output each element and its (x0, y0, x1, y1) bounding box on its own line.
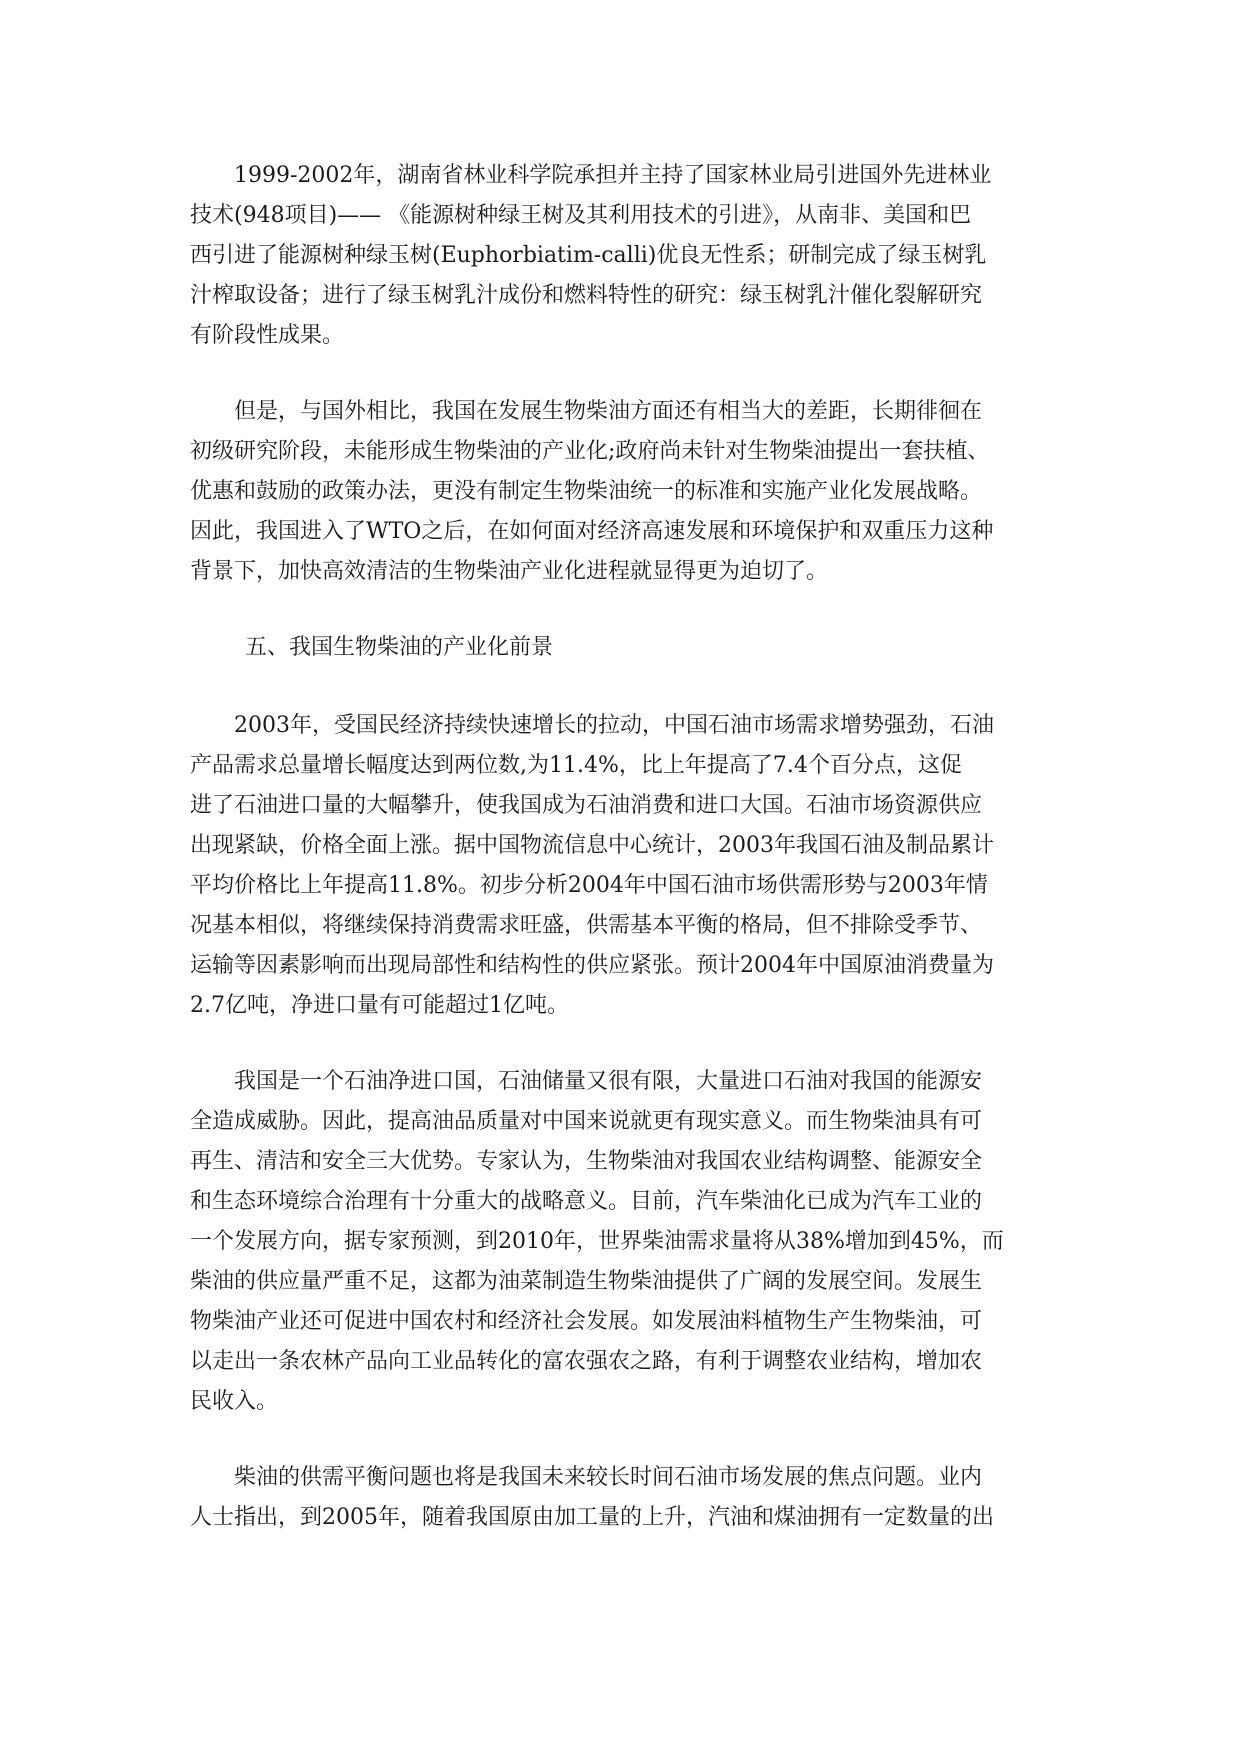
paragraph-2-line-5: 背景下，加快高效清洁的生物柴油产业化进程就显得更为迫切了。 (190, 559, 829, 584)
paragraph-5-line-2: 人士指出，到2005年，随着我国原由加工量的上升，汽油和煤油拥有一定数量的出 (190, 1505, 994, 1530)
paragraph-1-line-4: 汁榨取设备；进行了绿玉树乳汁成份和燃料特性的研究：绿玉树乳汁催化裂解研究 (190, 283, 983, 308)
paragraph-3-line-5: 平均价格比上年提高11.8%。初步分析2004年中国石油市场供需形势与2003年情 (190, 873, 988, 898)
paragraph-4-line-2: 全造成威胁。因此，提高油品质量对中国来说就更有现实意义。而生物柴油具有可 (190, 1109, 983, 1134)
paragraph-4-line-4: 和生态环境综合治理有十分重大的战略意义。目前，汽车柴油化已成为汽车工业的 (190, 1189, 983, 1214)
paragraph-1-line-5: 有阶段性成果。 (190, 323, 345, 348)
paragraph-2-line-4: 因此，我国进入了WTO之后，在如何面对经济高速发展和环境保护和双重压力这种 (190, 519, 994, 544)
paragraph-3-line-8: 2.7亿吨，净进口量有可能超过1亿吨。 (190, 993, 569, 1018)
paragraph-3-line-4: 出现紧缺，价格全面上涨。据中国物流信息中心统计，2003年我国石油及制品累计 (190, 833, 994, 858)
paragraph-3-line-3: 进了石油进口量的大幅攀升，使我国成为石油消费和进口大国。石油市场资源供应 (190, 793, 983, 818)
paragraph-2-line-2: 初级研究阶段，未能形成生物柴油的产业化;政府尚未针对生物柴油提出一套扶植、 (190, 439, 990, 464)
paragraph-1-line-2: 技术(948项目)—— 《能源树种绿王树及其利用技术的引进》，从南非、美国和巴 (190, 203, 972, 228)
paragraph-3-line-2: 产品需求总量增长幅度达到两位数,为11.4%，比上年提高了7.4个百分点，这促 (190, 753, 962, 778)
paragraph-3-line-7: 运输等因素影响而出现局部性和结构性的供应紧张。预计2004年中国原油消费量为 (190, 953, 994, 978)
paragraph-1-line-1: 1999-2002年，湖南省林业科学院承担并主持了国家林业局引进国外先进林业 (190, 163, 992, 188)
paragraph-4-line-7: 物柴油产业还可促进中国农村和经济社会发展。如发展油料植物生产生物柴油，可 (190, 1309, 983, 1334)
paragraph-3-line-6: 况基本相似，将继续保持消费需求旺盛，供需基本平衡的格局，但不排除受季节、 (190, 913, 983, 938)
paragraph-4-line-3: 再生、清洁和安全三大优势。专家认为，生物柴油对我国农业结构调整、能源安全 (190, 1149, 983, 1174)
paragraph-4-line-1: 我国是一个石油净进口国，石油储量又很有限，大量进口石油对我国的能源安 (190, 1069, 983, 1094)
section-heading: 五、我国生物柴油的产业化前景 (245, 635, 554, 660)
paragraph-4-line-8: 以走出一条农林产品向工业品转化的富农强农之路，有利于调整农业结构，增加农 (190, 1349, 983, 1374)
paragraph-3-line-1: 2003年，受国民经济持续快速增长的拉动，中国石油市场需求增势强劲，石油 (190, 713, 994, 738)
paragraph-2-line-1: 但是，与国外相比，我国在发展生物柴油方面还有相当大的差距，长期徘徊在 (190, 399, 983, 424)
paragraph-1-line-3: 西引进了能源树种绿玉树(Euphorbiatim-calli)优良无性系；研制完成了绿玉树乳 (190, 243, 987, 268)
paragraph-4-line-6: 柴油的供应量严重不足，这都为油菜制造生物柴油提供了广阔的发展空间。发展生 (190, 1269, 983, 1294)
paragraph-2-line-3: 优惠和鼓励的政策办法，更没有制定生物柴油统一的标准和实施产业化发展战略。 (190, 479, 983, 504)
paragraph-5-line-1: 柴油的供需平衡问题也将是我国未来较长时间石油市场发展的焦点问题。业内 (190, 1465, 983, 1490)
paragraph-4-line-5: 一个发展方向，据专家预测，到2010年，世界柴油需求量将从38%增加到45%，而 (190, 1229, 1004, 1254)
paragraph-4-line-9: 民收入。 (190, 1389, 279, 1414)
